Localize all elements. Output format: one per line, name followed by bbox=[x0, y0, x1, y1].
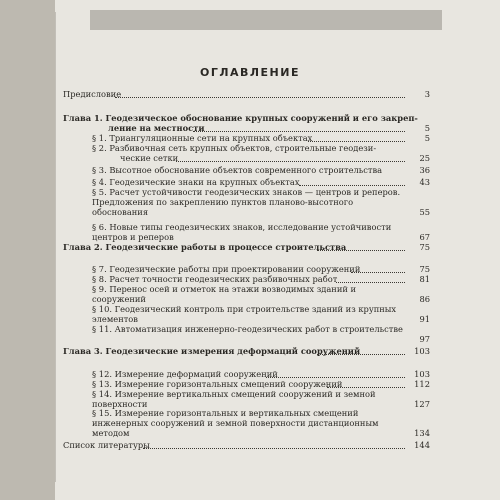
toc-entry-text: Список литературы bbox=[63, 440, 150, 450]
toc-page-number: 91 bbox=[419, 314, 430, 324]
printed-header-band bbox=[90, 10, 442, 30]
toc-entry bbox=[0, 165, 500, 175]
toc-entry-text: § 11. Автоматизация инженерно-геодезических работ в строительстве bbox=[92, 324, 403, 334]
toc-page-number: 134 bbox=[414, 428, 430, 438]
toc-entry-text: § 12. Измерение деформаций сооружений bbox=[92, 369, 278, 379]
toc-entry bbox=[0, 264, 500, 274]
toc-page-number: 112 bbox=[414, 379, 430, 389]
toc-entry-text: Глава 2. Геодезические работы в процессе строительства bbox=[63, 242, 347, 252]
toc-page-number: 86 bbox=[419, 294, 430, 304]
toc-entry bbox=[0, 133, 500, 143]
toc-entry bbox=[0, 408, 500, 438]
toc-page-number: 36 bbox=[419, 165, 430, 175]
toc-entry-text: ление на местности bbox=[108, 123, 205, 133]
toc-entry-text: § 6. Новые типы геодезических знаков, исследование устойчивости центров и реперов bbox=[92, 222, 392, 242]
toc-page-number: 97 bbox=[419, 334, 430, 344]
toc-entry bbox=[0, 123, 500, 133]
toc-entry-text: Глава 1. Геодезическое обоснование крупных сооружений и его закреп- bbox=[63, 113, 418, 123]
toc-entry-text: § 8. Расчет точности геодезических разбивочных работ bbox=[92, 274, 338, 284]
toc-entry bbox=[0, 304, 500, 324]
toc-entry-text: ческие сетки bbox=[120, 153, 179, 163]
dot-leader bbox=[266, 370, 405, 378]
toc-entry bbox=[0, 389, 500, 409]
toc-page-number: 81 bbox=[419, 274, 430, 284]
toc-entry bbox=[0, 222, 500, 242]
dot-leader bbox=[317, 243, 405, 251]
toc-page-number: 43 bbox=[419, 177, 430, 187]
toc-page-number: 127 bbox=[414, 399, 430, 409]
dot-leader bbox=[308, 134, 405, 142]
toc-entry-text: Предисловие bbox=[63, 89, 122, 99]
toc-entry bbox=[0, 187, 500, 217]
dot-leader bbox=[327, 380, 405, 388]
toc-entry bbox=[0, 369, 500, 379]
toc-entry-text: § 1. Триангуляционные сети на крупных объектах bbox=[92, 133, 313, 143]
dot-leader bbox=[193, 124, 405, 132]
toc-entry bbox=[0, 89, 500, 99]
toc-entry-text: § 14. Измерение вертикальных смещений сооружений и земной поверхности bbox=[92, 389, 376, 409]
toc-entry-text: § 13. Измерение горизонтальных смещений сооружений bbox=[92, 379, 343, 389]
toc-page-number: 67 bbox=[419, 232, 430, 242]
dot-leader bbox=[176, 154, 405, 162]
toc-page-number: 75 bbox=[419, 242, 430, 252]
toc-entry-text: § 9. Перенос осей и отметок на этажи возводимых зданий и сооружений bbox=[92, 284, 357, 304]
toc-entry-text: § 3. Высотное обоснование объектов современного строительства bbox=[92, 165, 383, 175]
toc-page-number: 5 bbox=[424, 133, 430, 143]
toc-page-number: 144 bbox=[414, 440, 430, 450]
dot-leader bbox=[299, 178, 405, 186]
toc-entry bbox=[0, 274, 500, 284]
toc-page-number: 103 bbox=[414, 346, 430, 356]
dot-leader bbox=[351, 265, 406, 273]
toc-entry bbox=[0, 143, 500, 153]
dot-leader bbox=[336, 275, 405, 283]
toc-page-number: 3 bbox=[424, 89, 430, 99]
toc-entry-text: § 5. Расчет устойчивости геодезических знаков — центров и реперов. Предложения по закреплению пунктов планово-высотного обоснования bbox=[92, 187, 401, 217]
toc-entry-text: § 2. Разбивочная сеть крупных объектов, строительные геодези- bbox=[92, 143, 377, 153]
toc-page-number: 55 bbox=[419, 207, 430, 217]
toc-page-number: 103 bbox=[414, 369, 430, 379]
toc-entry-text: § 10. Геодезический контроль при строительстве зданий из крупных элементов bbox=[92, 304, 397, 324]
toc-entry-text: § 15. Измерение горизонтальных и вертикальных смещений инженерных сооружений и земной поверхности дистанционным методом bbox=[92, 408, 379, 438]
dot-leader bbox=[143, 441, 405, 449]
toc-page-number: 75 bbox=[419, 264, 430, 274]
toc-page-number: 5 bbox=[424, 123, 430, 133]
toc-entry bbox=[0, 284, 500, 304]
dot-leader bbox=[115, 90, 405, 98]
toc-title: ОГЛАВЛЕНИЕ bbox=[200, 66, 300, 79]
dot-leader bbox=[317, 347, 405, 355]
toc-entry bbox=[0, 379, 500, 389]
toc-entry bbox=[0, 346, 500, 356]
toc-entry bbox=[0, 177, 500, 187]
toc-entry-text: § 7. Геодезические работы при проектировании сооружений bbox=[92, 264, 361, 274]
toc-entry-text: § 4. Геодезические знаки на крупных объектах bbox=[92, 177, 300, 187]
toc-entry bbox=[0, 324, 500, 344]
toc-entry bbox=[0, 242, 500, 252]
toc-entry bbox=[0, 113, 500, 123]
toc-page-number: 25 bbox=[419, 153, 430, 163]
toc-entry-text: Глава 3. Геодезические измерения деформаций сооружений bbox=[63, 346, 361, 356]
toc-entry bbox=[0, 153, 500, 163]
toc-entry bbox=[0, 440, 500, 450]
